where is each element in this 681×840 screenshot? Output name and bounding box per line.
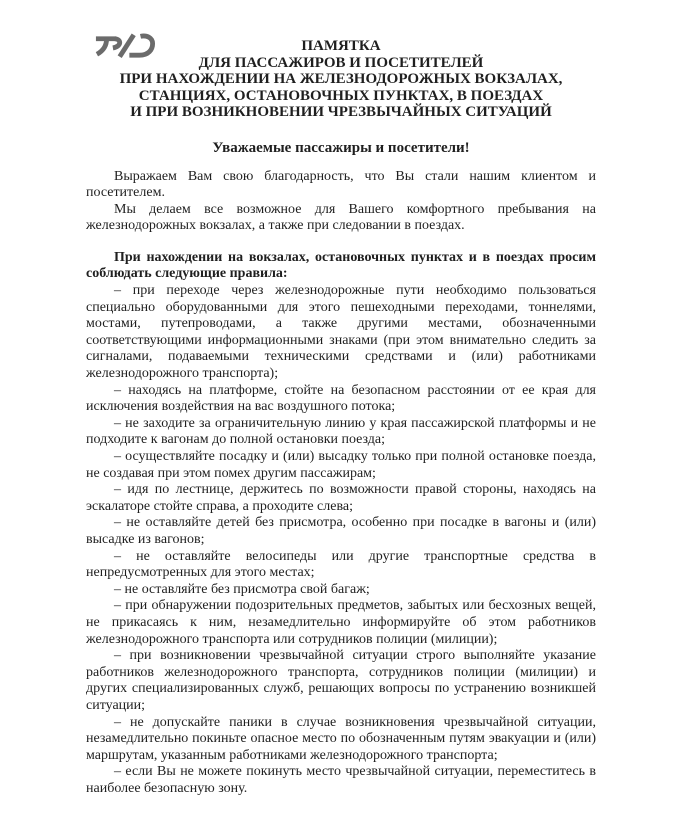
rule-item: – при переходе через железнодорожные пути необходимо пользоваться специально оборудованными для этого пешеходными переходами, тоннелями, мостами, путепроводами, а также другими местами, обозначенными соответствующими информационными знаками (при этом внимательно следить за сигналами, подаваемыми техническими средствами и (или) работниками железнодорожного транспорта); xyxy=(86,283,596,382)
rule-item: – не оставляйте детей без присмотра, особенно при посадке в вагоны и (или) высадке из вагонов; xyxy=(86,515,596,547)
rule-item: – при обнаружении подозрительных предметов, забытых или бесхозных вещей, не прикасаясь к ним, незамедлительно информируйте об этом работников железнодорожного транспорта или сотрудников полиции (милиции); xyxy=(86,598,596,647)
greeting-heading: Уважаемые пассажиры и посетители! xyxy=(212,139,470,156)
rules-intro: При нахождении на вокзалах, остановочных пунктах и в поездах просим соблюдать следующие правила: xyxy=(86,249,596,282)
title-line: И ПРИ ВОЗНИКНОВЕНИИ ЧРЕЗВЫЧАЙНЫХ СИТУАЦИЙ xyxy=(130,104,552,120)
rule-item: – не оставляйте без присмотра свой багаж; xyxy=(114,581,370,597)
title-line: СТАНЦИЯХ, ОСТАНОВОЧНЫХ ПУНКТАХ, В ПОЕЗДАХ xyxy=(138,87,544,104)
rule-item: – идя по лестнице, держитесь по возможности правой стороны, находясь на эскалаторе стойте справа, а проходите слева; xyxy=(86,482,596,514)
rule-item: – находясь на платформе, стойте на безопасном расстоянии от ее края для исключения воздействия на вас воздушного потока; xyxy=(86,382,596,415)
rules-list xyxy=(86,283,596,797)
rule-item: – при возникновении чрезвычайной ситуации строго выполняйте указание работников железнодорожного транспорта, сотрудников полиции (милиции) и других специализированных служб, решающих вопросы по устранению возникшей ситуации; xyxy=(86,648,596,713)
intro-paragraph: Выражаем Вам свою благодарность, что Вы стали нашим клиентом и посетителем. xyxy=(86,168,596,201)
rule-item: – если Вы не можете покинуть место чрезвычайной ситуации, переместитесь в наиболее безопасную зону. xyxy=(86,764,596,796)
intro-section xyxy=(86,169,596,235)
intro-paragraph: Мы делаем все возможное для Вашего комфортного пребывания на железнодорожных вокзалах, а также при следовании в поездах. xyxy=(86,201,596,234)
rule-item: – не заходите за ограничительную линию у края пассажирской платформы и не подходите к вагонам до полной остановки поезда; xyxy=(86,415,596,448)
document-content xyxy=(86,38,596,797)
title-line: ПРИ НАХОЖДЕНИИ НА ЖЕЛЕЗНОДОРОЖНЫХ ВОКЗАЛАХ, xyxy=(119,71,563,87)
rule-item: – не допускайте паники в случае возникновения чрезвычайной ситуации, незамедлительно покиньте опасное место по обозначенным путям эвакуации и (или) маршрутам, указанным работниками железнодорожного транспорта; xyxy=(86,714,596,763)
rule-item: – осуществляйте посадку и (или) высадку только при полной остановке поезда, не создавая при этом помех другим пассажирам; xyxy=(86,449,596,481)
rule-item: – не оставляйте велосипеды или другие транспортные средства в непредусмотренных для этого местах; xyxy=(86,548,596,581)
title-line: ДЛЯ ПАССАЖИРОВ И ПОСЕТИТЕЛЕЙ xyxy=(198,54,484,71)
document-title xyxy=(86,38,596,121)
title-line: ПАМЯТКА xyxy=(301,38,381,54)
